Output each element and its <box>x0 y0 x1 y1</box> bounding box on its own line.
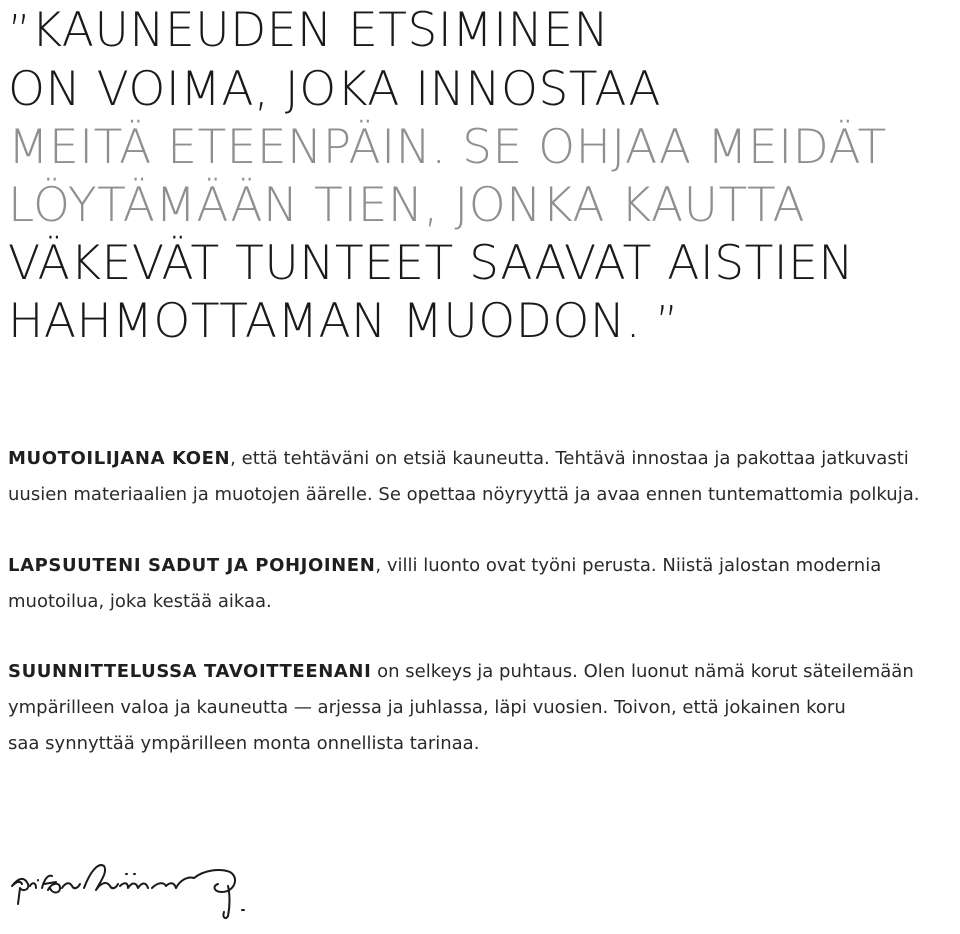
quote-line-1 <box>8 2 958 61</box>
quote-line-1-text: KAUNEUDEN ETSIMINEN <box>31 3 610 58</box>
paragraph-2-text-1: , villi luonto ovat työni perusta. Niistä jalostan modernia <box>375 555 882 576</box>
paragraph-3-line-1 <box>8 654 948 690</box>
paragraph-1-line-1 <box>8 441 948 477</box>
signature-stroke-1 <box>12 879 28 904</box>
signature-stroke-3 <box>42 876 60 893</box>
quote-line-6-text: HAHMOTTAMAN MUODON. <box>8 294 642 349</box>
quote-heading <box>8 2 958 352</box>
open-quote-mark: ” <box>8 6 32 57</box>
quote-line-2: ON VOIMA, JOKA INNOSTAA <box>8 62 661 117</box>
quote-line-5: VÄKEVÄT TUNTEET SAAVAT AISTIEN <box>8 236 855 291</box>
paragraph-3-lead: SUUNNITTELUSSA TAVOITTEENANI <box>8 661 372 682</box>
signature-image <box>8 852 268 922</box>
signature-stroke-6 <box>120 883 148 888</box>
close-quote-glyph: ” <box>655 297 679 348</box>
paragraph-1-text-1: , että tehtäväni on etsiä kauneutta. Tehtävä innostaa ja pakottaa jatkuvasti <box>230 448 909 469</box>
quote-line-4: LÖYTÄMÄÄN TIEN, JONKA KAUTTA <box>8 178 806 233</box>
paragraph-3-text-1: on selkeys ja puhtaus. Olen luonut nämä korut säteilemään <box>371 661 914 682</box>
signature-stroke-8 <box>152 877 194 888</box>
paragraph-designer <box>8 441 948 513</box>
signature-stroke-2 <box>30 880 38 888</box>
signature-stroke-4 <box>62 883 80 888</box>
paragraph-2-line-2: muotoilua, joka kestää aikaa. <box>8 591 272 612</box>
signature-stroke-5 <box>84 865 118 890</box>
paragraph-1-line-2: uusien materiaalien ja muotojen äärelle. Se opettaa nöyryyttä ja avaa ennen tuntemattomia polkuja. <box>8 484 920 505</box>
paragraph-1-lead: MUOTOILIJANA KOEN <box>8 448 231 469</box>
paragraph-childhood <box>8 548 948 620</box>
paragraph-design-goal <box>8 654 948 762</box>
quote-line-6 <box>8 293 958 352</box>
paragraph-3-line-2: ympärilleen valoa ja kauneutta — arjessa ja juhlassa, läpi vuosien. Toivon, että jokainen koru <box>8 697 846 718</box>
paragraph-3-line-3: saa synnyttää ympärilleen monta onnellista tarinaa. <box>8 733 480 754</box>
quote-line-3: MEITÄ ETEENPÄIN. SE OHJAA MEIDÄT <box>8 120 887 175</box>
paragraph-2-line-1 <box>8 548 948 584</box>
close-quote-mark <box>641 297 679 348</box>
paragraph-2-lead: LAPSUUTENI SADUT JA POHJOINEN <box>8 555 376 576</box>
